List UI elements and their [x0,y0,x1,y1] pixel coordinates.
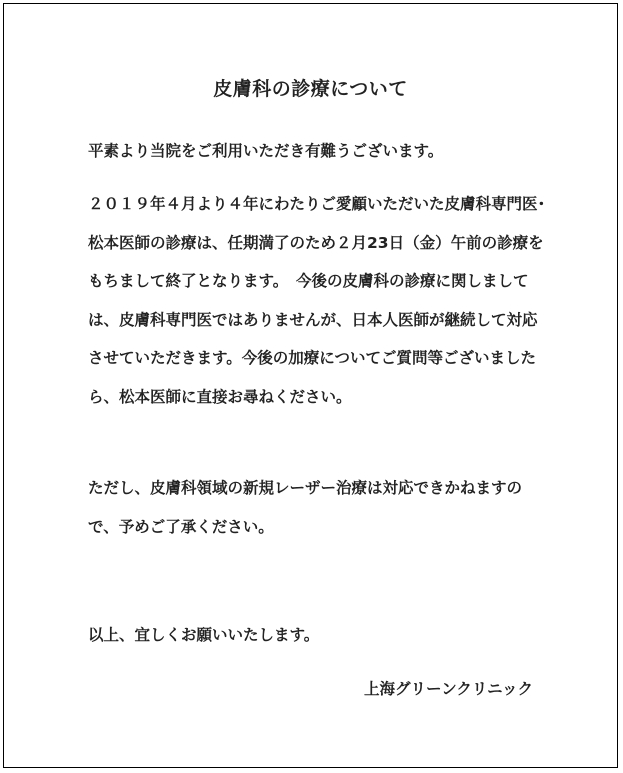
greeting-text: 平素より当院をご利用いただき有難うございます。 [88,142,444,160]
notice-title: 皮膚科の診療について [213,78,408,100]
notice-paragraph-2: ただし、皮膚科領域の新規レーザー治療は対応できかねますので、予めご了承ください。 [88,479,523,536]
notice-paragraph-1: ２０１９年４月より４年にわたりご愛顧いただいた皮膚科専門医･松本医師の診療は、任期満了のため２月23日（金）午前の診療をもちまして終了となります。 今後の皮膚科の診療に関しましては、皮膚科専門医ではありませんが、日本人医師が継続して対応させていただきます。今後の加療についてご質問等ございましたら、松本医師に直接お尋ねください。 [88,195,546,406]
notice-frame [3,3,618,768]
clinic-signature: 上海グリーンクリニック [364,680,533,698]
closing-text: 以上、宜しくお願いいたします。 [88,626,320,644]
